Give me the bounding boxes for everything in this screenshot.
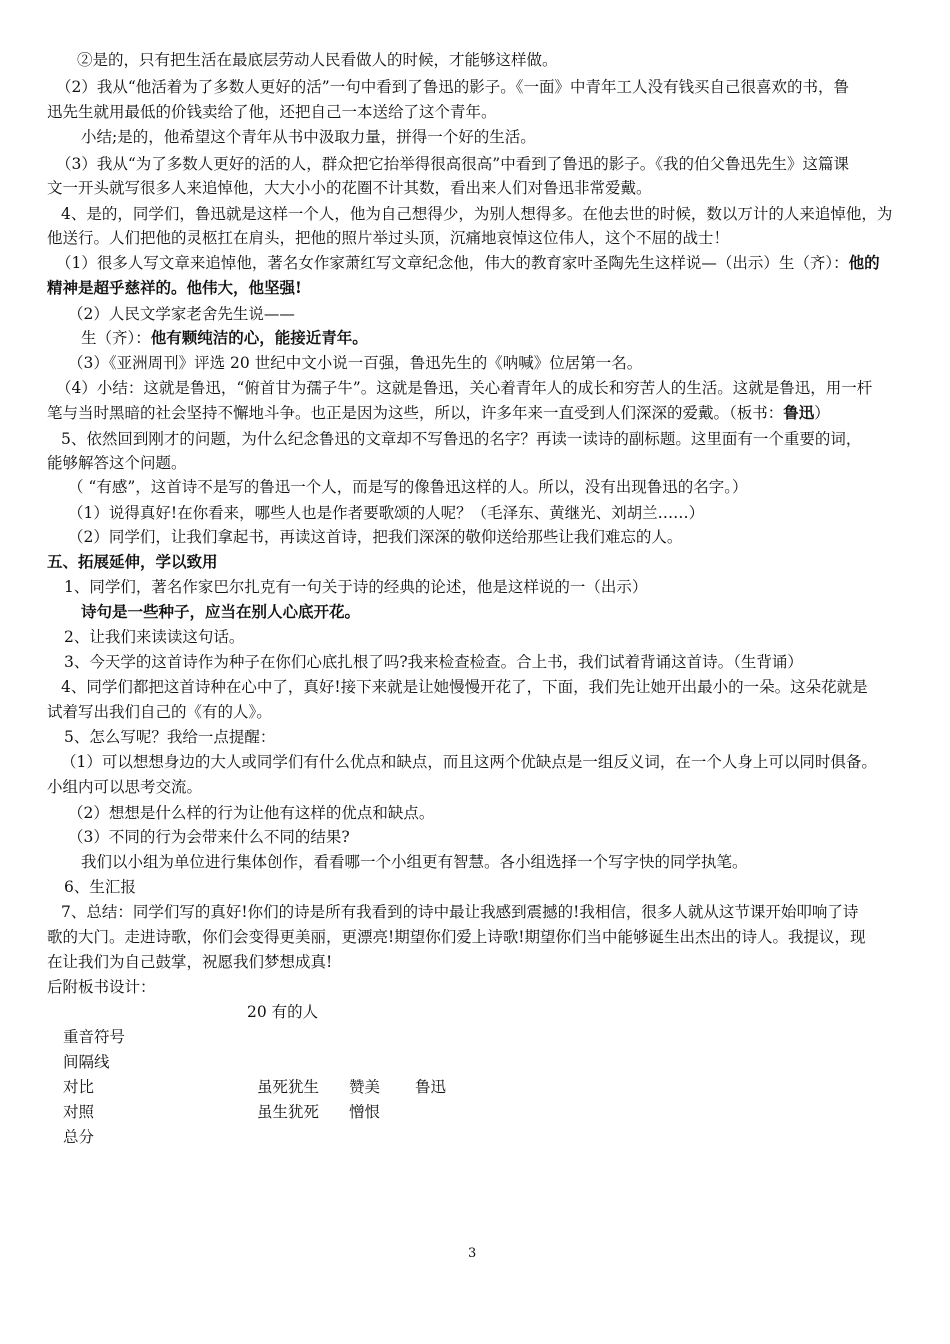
- text-line: （ “有感”，这首诗不是写的鲁迅一个人，而是写的像鲁迅这样的人。所以，没有出现鲁迅的名字。）: [68, 478, 748, 496]
- text-line: （4）小结：这就是鲁迅，“俯首甘为孺子牛”。这就是鲁迅，关心着青年人的成长和穷苦人的生活。这就是鲁迅，用一杆: [56, 379, 873, 397]
- board-phrase: 虽死犹生: [257, 1078, 320, 1096]
- board-phrase: 赞美: [349, 1078, 381, 1096]
- board-note-bold: 鲁迅: [783, 403, 815, 422]
- text-line: 5、怎么写呢？我给一点提醒：: [64, 728, 276, 746]
- board-left-item: 重音符号: [63, 1028, 126, 1046]
- text-line: 小结;是的，他希望这个青年从书中汲取力量，拼得一个好的生活。: [81, 128, 536, 146]
- text-span: 笔与当时黑暗的社会坚持不懈地斗争。也正是因为这些，所以，许多年来一直受到人们深深的爱戴。（板书：: [47, 404, 784, 422]
- text-line: 4、同学们都把这首诗种在心中了，真好!接下来就是让她慢慢开花了，下面，我们先让她开出最小的一朵。这朵花就是: [61, 678, 868, 696]
- text-line: 2、让我们来读读这句话。: [64, 628, 245, 646]
- text-line: （2）想想是什么样的行为让他有这样的优点和缺点。: [68, 804, 435, 822]
- board-phrase: 憎恨: [349, 1103, 381, 1121]
- board-left-item: 对比: [63, 1078, 95, 1096]
- section-heading: 五、拓展延伸，学以致用: [47, 552, 218, 571]
- text-line: 试着写出我们自己的《有的人》。: [47, 703, 272, 721]
- text-span: 生（齐）：: [81, 329, 151, 347]
- board-phrase: 虽生犹死: [257, 1103, 320, 1121]
- quote-bold: 他有颗纯洁的心，能接近青年。: [150, 328, 368, 347]
- quote-bold-line: 诗句是一些种子，应当在别人心底开花。: [81, 602, 361, 621]
- board-title: 20 有的人: [247, 1003, 319, 1021]
- text-line: [56, 251, 880, 275]
- text-line: 1、同学们，著名作家巴尔扎克有一句关于诗的经典的论述，他是这样说的一（出示）: [64, 578, 648, 596]
- text-line: 小组内可以思考交流。: [47, 778, 203, 796]
- text-line: [81, 326, 368, 350]
- page-number: 3: [468, 1246, 477, 1261]
- text-line: 在让我们为自己鼓掌，祝愿我们梦想成真!: [47, 953, 333, 971]
- text-line: （1）说得真好!在你看来，哪些人也是作者要歌颂的人呢？（毛泽东、黄继光、刘胡兰……）: [68, 504, 705, 522]
- text-line: 后附板书设计：: [47, 978, 156, 996]
- text-line: 7、总结：同学们写的真好!你们的诗是所有我看到的诗中最让我感到震撼的!我相信，很多人就从这节课开始叩响了诗: [61, 903, 859, 921]
- text-line: ②是的，只有把生活在最底层劳动人民看做人的时候，才能够这样做。: [77, 51, 558, 69]
- text-line: 6、生汇报: [64, 878, 136, 896]
- text-line: 4、是的，同学们，鲁迅就是这样一个人，他为自己想得少，为别人想得多。在他去世的时候，数以万计的人来追悼他，为: [61, 205, 893, 223]
- text-line: 3、今天学的这首诗作为种子在你们心底扎根了吗?我来检查检查。合上书，我们试着背诵这首诗。（生背诵）: [64, 653, 803, 671]
- text-line: （1）可以想想身边的大人或同学们有什么优点和缺点，而且这两个优缺点是一组反义词，在一个人身上可以同时俱备。: [61, 753, 877, 771]
- text-line: 他送行。人们把他的灵柩扛在肩头，把他的照片举过头顶，沉痛地哀悼这位伟人，这个不屈的战士！: [47, 229, 730, 247]
- quote-bold: 他的: [848, 253, 880, 272]
- text-line: 我们以小组为单位进行集体创作，看看哪一个小组更有智慧。各小组选择一个写字快的同学执笔。: [81, 853, 748, 871]
- text-line: （3）《亚洲周刊》评选 20 世纪中文小说一百强，鲁迅先生的《呐喊》位居第一名。: [68, 354, 643, 372]
- board-phrase: 鲁迅: [415, 1078, 447, 1096]
- text-line: （2）人民文学家老舍先生说——: [68, 305, 295, 323]
- text-line: 5、依然回到刚才的问题，为什么纪念鲁迅的文章却不写鲁迅的名字？再读一读诗的副标题。这里面有一个重要的词，: [61, 430, 862, 448]
- text-line: （3）我从“为了多数人更好的活的人，群众把它抬举得很高很高”中看到了鲁迅的影子。《我的伯父鲁迅先生》这篇课: [56, 155, 849, 173]
- text-line: （2）同学们，让我们拿起书，再读这首诗，把我们深深的敬仰送给那些让我们难忘的人。: [68, 528, 683, 546]
- text-line: 歌的大门。走进诗歌，你们会变得更美丽，更漂亮!期望你们爱上诗歌!期望你们当中能够诞生出杰出的诗人。我提议，现: [47, 928, 866, 946]
- text-line: 文一开头就写很多人来追悼他，大大小小的花圈不计其数，看出来人们对鲁迅非常爱戴。: [47, 179, 652, 197]
- text-line: （2）我从“他活着为了多数人更好的活”一句中看到了鲁迅的影子。《一面》中青年工人没有钱买自己很喜欢的书，鲁: [56, 78, 849, 96]
- text-span: ）: [814, 404, 830, 422]
- text-line: 能够解答这个问题。: [47, 454, 187, 472]
- board-left-item: 间隔线: [63, 1053, 110, 1071]
- text-line: [47, 401, 830, 425]
- text-line: 迅先生就用最低的价钱卖给了他，还把自己一本送给了这个青年。: [47, 103, 497, 121]
- quote-bold-line: 精神是超乎慈祥的。他伟大，他坚强!: [47, 278, 302, 297]
- text-line: （3）不同的行为会带来什么不同的结果?: [68, 828, 350, 846]
- board-left-item: 总分: [63, 1128, 95, 1146]
- text-span: （1）很多人写文章来追悼他，著名女作家萧红写文章纪念他，伟大的教育家叶圣陶先生这样说—（出示）生（齐）：: [56, 254, 849, 272]
- board-left-item: 对照: [63, 1103, 95, 1121]
